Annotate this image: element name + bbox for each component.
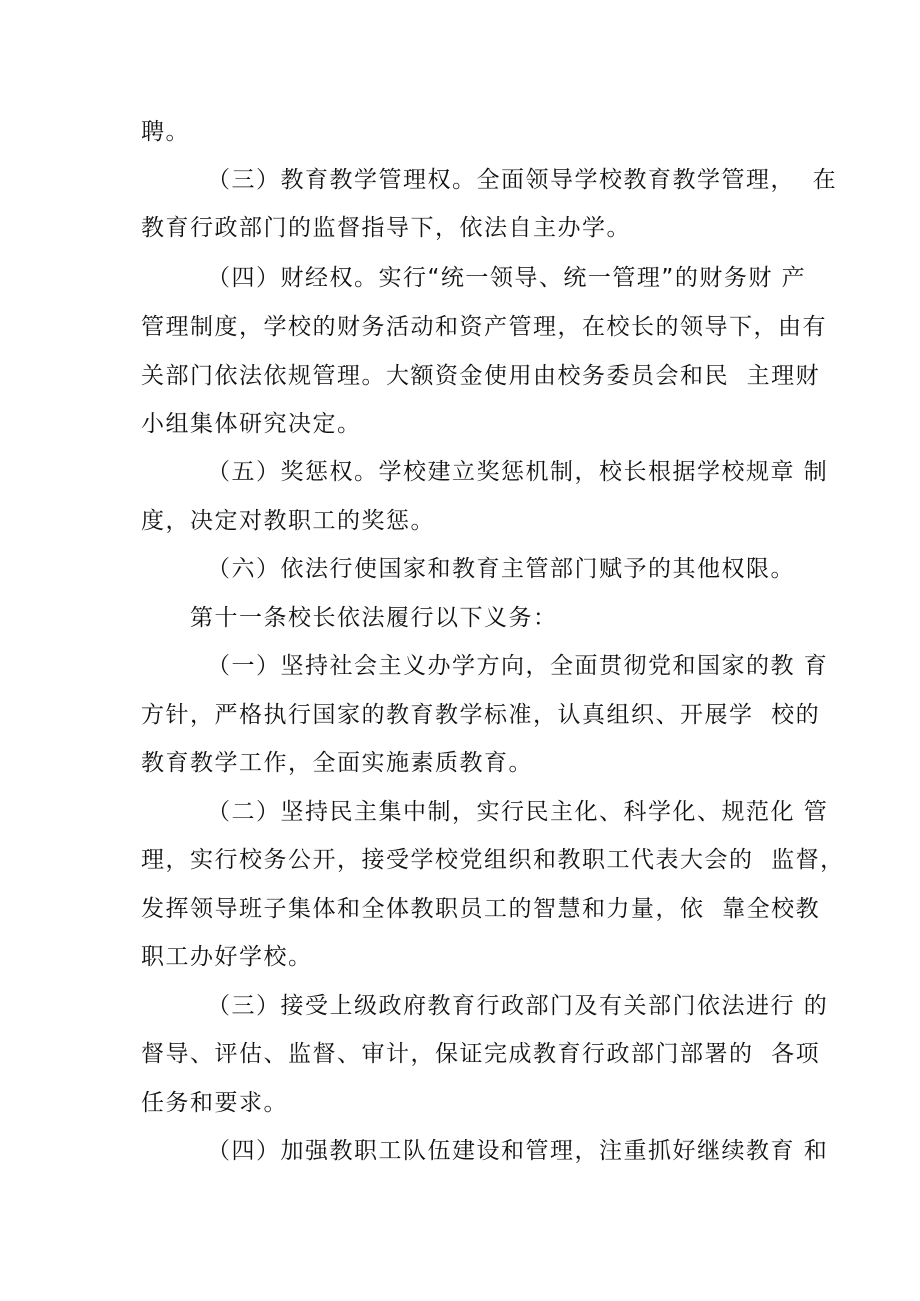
- text-line: 关部门依法依规管理。大额资金使用由校务委员会和民 主理财: [141, 363, 821, 389]
- text-line: （三）教育教学管理权。全面领导学校教育教学管理， 在: [207, 167, 838, 193]
- text-line: （四）财经权。实行“统一领导、统一管理”的财务财 产: [207, 265, 807, 291]
- text-line: 度，决定对教职工的奖惩。: [141, 508, 435, 534]
- text-line: 职工办好学校。: [141, 944, 313, 970]
- text-line: （三）接受上级政府教育行政部门及有关部门依法进行 的: [207, 993, 829, 1019]
- text-line: 聘。: [141, 119, 190, 145]
- text-line: 发挥领导班子集体和全体教职员工的智慧和力量，依 靠全校教: [141, 896, 821, 922]
- text-line: 教育行政部门的监督指导下，依法自主办学。: [141, 215, 631, 241]
- text-line: 第十一条校长依法履行以下义务：: [190, 605, 558, 631]
- text-line: 督导、评估、监督、审计，保证完成教育行政部门部署的 各项: [141, 1041, 821, 1067]
- text-line: 管理制度，学校的财务活动和资产管理，在校长的领导下，由有: [141, 314, 827, 340]
- text-line: （二）坚持民主集中制，实行民主化、科学化、规范化 管: [207, 799, 829, 825]
- text-line: （五）奖惩权。学校建立奖惩机制，校长根据学校规章 制: [207, 459, 829, 485]
- text-line: （四）加强教职工队伍建设和管理，注重抓好继续教育 和: [207, 1138, 829, 1164]
- text-line: 方针，严格执行国家的教育教学标准，认真组织、开展学 校的: [141, 702, 821, 728]
- text-line: 小组集体研究决定。: [141, 411, 362, 437]
- text-line: 理，实行校务公开，接受学校党组织和教职工代表大会的 监督，: [141, 847, 845, 873]
- text-line: （一）坚持社会主义办学方向，全面贯彻党和国家的教 育: [207, 653, 829, 679]
- text-line: （六）依法行使国家和教育主管部门赋予的其他权限。: [207, 556, 795, 582]
- text-line: 教育教学工作，全面实施素质教育。: [141, 750, 533, 776]
- text-line: 任务和要求。: [141, 1090, 288, 1116]
